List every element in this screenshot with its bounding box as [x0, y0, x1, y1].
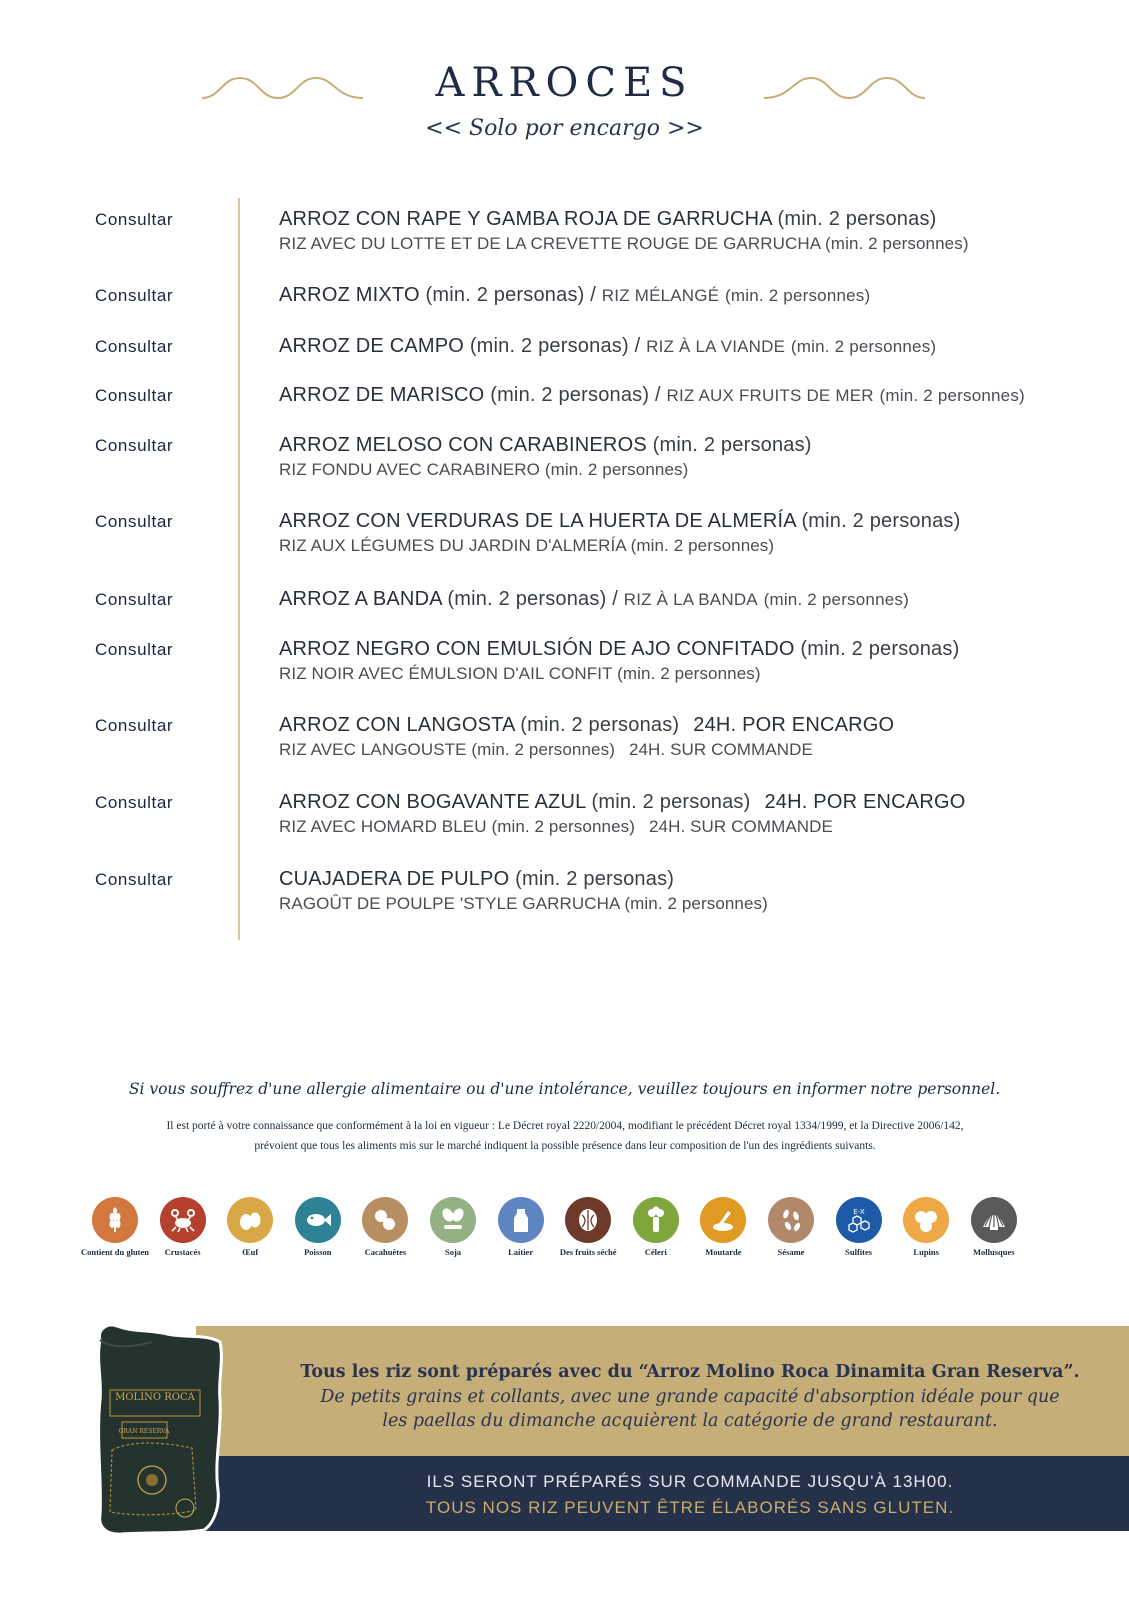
dish-name-fr [279, 662, 1089, 686]
dish-name-es [279, 586, 1089, 613]
rice-info-line: les paellas du dimanche acquièrent la catégorie de grand restaurant. [382, 1411, 998, 1431]
allergen-item [350, 1197, 420, 1257]
dish-name-es [279, 789, 1089, 815]
allergen-label: Cacahuètes [364, 1247, 407, 1257]
dish-title: ARROZ MELOSO CON CARABINEROS [279, 434, 647, 456]
allergen-label: Moutarde [705, 1247, 742, 1257]
dish-name-fr: RIZ À LA VIANDE [646, 337, 786, 356]
menu-item-description [279, 282, 1089, 309]
menu-item-description [279, 432, 1089, 482]
allergen-item [891, 1197, 961, 1257]
allergen-item [688, 1197, 758, 1257]
order-notice-es: 24H. POR ENCARGO [764, 791, 966, 813]
dish-name-es [279, 636, 1089, 662]
dish-quantity-fr: (min. 2 personnes) [491, 817, 635, 836]
menu-item-description [279, 333, 1089, 360]
menu-item-description [279, 866, 1089, 916]
dish-quantity-fr: (min. 2 personnes) [879, 386, 1025, 405]
dish-name-es [279, 712, 1089, 738]
rice-bag-illustration [92, 1320, 227, 1540]
dish-title-fr: RIZ AVEC DU LOTTE ET DE LA CREVETTE ROUGE DE GARRUCHA [279, 234, 821, 253]
dish-name-fr [279, 534, 1089, 558]
menu-item-price: Consultar [95, 716, 174, 735]
dish-quantity: (min. 2 personas) / [469, 335, 641, 357]
dish-name-fr [279, 892, 1089, 916]
dish-quantity-fr: (min. 2 personnes) [825, 234, 969, 253]
allergen-label: Céleri [644, 1247, 667, 1257]
rice-info-line: Tous les riz sont préparés avec du “Arroz Molino Roca Dinamita Gran Reserva”. [300, 1362, 1080, 1382]
allergy-note: Si vous souffrez d'une allergie alimentaire ou d'une intolérance, veuillez toujours en informer notre personnel. [128, 1080, 1001, 1098]
allergen-item [553, 1197, 623, 1257]
menu-item-description [279, 206, 1089, 256]
allergen-label: Mollusques [973, 1247, 1015, 1257]
peanut-icon [362, 1197, 408, 1243]
lupin-icon [903, 1197, 949, 1243]
menu-item-description [279, 636, 1089, 686]
dish-name-es [279, 866, 1089, 892]
allergen-label: Sulfites [845, 1247, 873, 1257]
allergen-legend [80, 1197, 1042, 1277]
dish-quantity: (min. 2 personas) [800, 638, 960, 660]
dish-name-es [279, 282, 1089, 309]
page-subtitle: << Solo por encargo >> [425, 116, 704, 141]
allergen-item [486, 1197, 556, 1257]
allergen-label: Œuf [242, 1247, 259, 1257]
dish-quantity-fr: (min. 2 personnes) [790, 337, 937, 356]
milk-icon [498, 1197, 544, 1243]
dish-title: ARROZ DE MARISCO [279, 384, 485, 406]
menu-item-price: Consultar [95, 386, 174, 405]
egg-icon [227, 1197, 273, 1243]
dish-name-fr [279, 815, 1089, 839]
dish-quantity-fr: (min. 2 personnes) [624, 894, 768, 913]
sesame-icon [768, 1197, 814, 1243]
dish-title: ARROZ DE CAMPO [279, 335, 465, 357]
menu-item-description [279, 586, 1089, 613]
dish-quantity-fr: (min. 2 personnes) [471, 740, 615, 759]
order-info-text [270, 1469, 1110, 1521]
menu-divider [238, 198, 240, 940]
allergen-item [283, 1197, 353, 1257]
menu-item-price: Consultar [95, 337, 174, 356]
dish-title-fr: RIZ NOIR AVEC ÉMULSION D'AIL CONFIT [279, 664, 613, 683]
dish-name-es [279, 432, 1089, 458]
wheat-icon [92, 1197, 138, 1243]
dish-title: ARROZ CON VERDURAS DE LA HUERTA DE ALMERÍA [279, 510, 796, 532]
dish-quantity-fr: (min. 2 personnes) [544, 460, 689, 479]
allergen-item [215, 1197, 285, 1257]
dish-quantity-fr: (min. 2 personnes) [725, 286, 871, 305]
menu-item-price: Consultar [95, 640, 174, 659]
dish-title-fr: RIZ AVEC HOMARD BLEU [279, 817, 487, 836]
dish-title: ARROZ MIXTO [279, 284, 420, 306]
menu-item-price: Consultar [95, 512, 174, 531]
legal-notice [90, 1116, 1040, 1156]
allergen-item [824, 1197, 894, 1257]
dish-quantity: (min. 2 personas) [520, 714, 680, 736]
menu-item-price: Consultar [95, 286, 174, 305]
rice-info-line: De petits grains et collants, avec une grande capacité d'absorption idéale pour que [320, 1387, 1060, 1407]
menu-item-price: Consultar [95, 870, 174, 889]
order-notice-fr: 24H. SUR COMMANDE [628, 740, 813, 759]
menu-item-price: Consultar [95, 590, 174, 609]
allergen-label: Contient du gluten [80, 1247, 149, 1257]
dish-quantity: (min. 2 personas) [515, 868, 675, 890]
gluten-free-note: TOUS NOS RIZ PEUVENT ÊTRE ÉLABORÉS SANS GLUTEN. [425, 1498, 955, 1517]
allergen-item [621, 1197, 691, 1257]
soy-icon [430, 1197, 476, 1243]
dish-title: ARROZ A BANDA [279, 588, 442, 610]
dish-quantity: (min. 2 personas) [652, 434, 812, 456]
allergen-label: Des fruits séché [559, 1247, 617, 1257]
dish-name-fr: RIZ À LA BANDA [623, 590, 758, 609]
order-deadline: ILS SERONT PRÉPARÉS SUR COMMANDE JUSQU'À 13H00. [426, 1472, 954, 1491]
dish-name-fr: RIZ MÉLANGÉ [601, 286, 720, 305]
dish-title: ARROZ CON RAPE Y GAMBA ROJA DE GARRUCHA [279, 208, 772, 230]
dish-quantity: (min. 2 personas) [591, 791, 751, 813]
order-notice-fr: 24H. SUR COMMANDE [648, 817, 833, 836]
dish-name-fr: RIZ AUX FRUITS DE MER [666, 386, 874, 405]
dish-title-fr: RIZ FONDU AVEC CARABINERO [279, 460, 540, 479]
menu-item-description [279, 712, 1089, 762]
menu-item-price: Consultar [95, 210, 174, 229]
dish-name-fr [279, 738, 1089, 762]
dish-name-es [279, 508, 1089, 534]
allergen-label: Lupins [913, 1247, 939, 1257]
sulfite-icon [836, 1197, 882, 1243]
dish-name-es [279, 206, 1089, 232]
menu-item-description [279, 789, 1089, 839]
fish-icon [295, 1197, 341, 1243]
allergen-item [959, 1197, 1029, 1257]
allergen-label: Crustacés [164, 1247, 201, 1257]
dish-title: ARROZ NEGRO CON EMULSIÓN DE AJO CONFITADO [279, 638, 795, 660]
allergen-label: Laitier [508, 1247, 534, 1257]
menu-item-description [279, 382, 1089, 409]
menu-item-price: Consultar [95, 436, 174, 455]
allergen-item [148, 1197, 218, 1257]
allergen-item [80, 1197, 150, 1257]
dish-name-es [279, 382, 1089, 409]
mustard-icon [700, 1197, 746, 1243]
dish-name-es [279, 333, 1089, 360]
svg-text:E-X: E-X [852, 1208, 865, 1216]
dish-quantity: (min. 2 personas) / [447, 588, 618, 610]
dish-quantity-fr: (min. 2 personnes) [763, 590, 909, 609]
bag-brand: MOLINO ROCA [115, 1392, 195, 1403]
dish-quantity: (min. 2 personas) [801, 510, 961, 532]
rice-info-text [270, 1360, 1110, 1433]
wave-ornament-right [762, 74, 927, 104]
allergen-label: Soja [444, 1247, 462, 1257]
dish-title-fr: RIZ AVEC LANGOUSTE [279, 740, 467, 759]
legal-line: prévoient que tous les aliments mis sur le marché indiquent la possible présence dans leur composition de l'un des ingrédients suivants. [254, 1140, 876, 1152]
menu-item-price: Consultar [95, 793, 174, 812]
shell-icon [971, 1197, 1017, 1243]
bag-label: GRAN RESERVA [118, 1428, 170, 1435]
dish-title-fr: RAGOÛT DE POULPE 'STYLE GARRUCHA [279, 894, 620, 913]
dish-quantity: (min. 2 personas) [777, 208, 937, 230]
legal-line: Il est porté à votre connaissance que conformément à la loi en vigueur : Le Décret royal 2220/2004, modifiant le précédent Décret royal 1334/1999, et la Directive 2006/142, [166, 1120, 964, 1132]
dish-title-fr: RIZ AUX LÉGUMES DU JARDIN D'ALMERÍA [279, 536, 626, 555]
dish-name-fr [279, 232, 1089, 256]
dish-quantity: (min. 2 personas) / [425, 284, 597, 306]
dish-title: ARROZ CON BOGAVANTE AZUL [279, 791, 586, 813]
dish-quantity-fr: (min. 2 personnes) [630, 536, 775, 555]
nut-icon [565, 1197, 611, 1243]
menu-item-description [279, 508, 1089, 558]
page-title: ARROCES [435, 60, 694, 106]
allergen-label: Poisson [304, 1247, 332, 1257]
crab-icon [160, 1197, 206, 1243]
dish-title: ARROZ CON LANGOSTA [279, 714, 515, 736]
allergen-item [756, 1197, 826, 1257]
menu-header [0, 52, 1129, 162]
order-notice-es: 24H. POR ENCARGO [693, 714, 895, 736]
dish-quantity: (min. 2 personas) / [490, 384, 661, 406]
dish-title: CUAJADERA DE PULPO [279, 868, 510, 890]
dish-name-fr [279, 458, 1089, 482]
allergen-label: Sésame [777, 1247, 805, 1257]
celery-icon [633, 1197, 679, 1243]
dish-quantity-fr: (min. 2 personnes) [617, 664, 761, 683]
allergen-item [418, 1197, 488, 1257]
